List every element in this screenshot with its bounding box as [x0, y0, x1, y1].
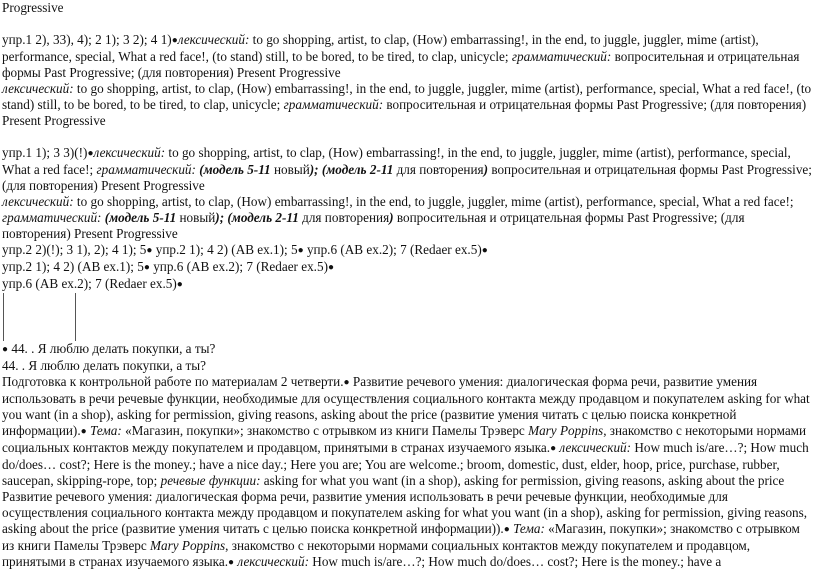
- model-close: );: [309, 162, 319, 177]
- bullet-icon: ●: [146, 245, 153, 256]
- bullet-icon: ●: [481, 245, 488, 256]
- exercise-text: упр.6 (AB ex.2); 7 (Redaer ex.5): [2, 276, 177, 291]
- lexical-label: лексический:: [2, 81, 74, 96]
- bullet-icon: ●: [327, 262, 335, 273]
- exercise-text: упр.6 (AB ex.2); 7 (Redaer ex.5): [303, 242, 482, 257]
- bullet-icon: ●: [80, 426, 87, 437]
- theme-text: , знакомство с некоторыми нормами социальных контактов между покупателем и продавцом, принятыми в странах изучаемого языка.: [2, 538, 751, 569]
- model-label: (модель 2-11: [318, 162, 394, 177]
- exercise-text: упр.2 1); 4 2) (AB ex.1); 5: [2, 259, 144, 274]
- exercise-text: упр.6 (AB ex.2); 7 (Redaer ex.5): [149, 259, 328, 274]
- lexical-label: лексический:: [93, 145, 166, 160]
- functions-label: речевые функции:: [157, 473, 261, 488]
- vertical-rule: [3, 293, 4, 341]
- review-intro: Подготовка к контрольной работе по материалам 2 четверти.: [2, 374, 344, 389]
- grammar-label: грамматический:: [96, 162, 196, 177]
- paragraph-lesson-3: [2, 145, 814, 194]
- book-title: Mary Poppins: [150, 538, 226, 553]
- model-label: (модель 2-11: [224, 210, 299, 225]
- bullet-icon: ●: [228, 557, 235, 568]
- bullet-icon: ●: [176, 279, 183, 290]
- lexical-text: to go shopping, artist, to clap, (How) embarrassing!, in the end, to juggle, juggler, mime (artist), performance, special, What a red face!, (to stand) still, to be bored, to be tired, to clap, unicycle;: [2, 32, 759, 64]
- exercise-line-1: [2, 242, 814, 259]
- bullet-icon: ●: [143, 262, 150, 273]
- paragraph-lesson-2: [2, 81, 814, 129]
- bullet-icon: ●: [2, 344, 9, 355]
- grammar-label: грамматический:: [283, 97, 384, 112]
- model-note: для повторения: [298, 210, 390, 225]
- lexical-text: to go shopping, artist, to clap, (How) embarrassing!, in the end, to juggle, juggler, mime (artist), performance, special, What a red face!;: [73, 194, 794, 209]
- speech-skill-text: Развитие речевого умения: диалогическая форма речи, развитие умения использовать в речи речевые функции, необходимые для осуществления социального контакта между продавцом и покупателем asking for what you want (in a shop), asking for permission, giving reasons, asking about the price (развитие умения читать с целью поиска конкретной информации)).: [2, 489, 808, 536]
- paragraph-lesson-4: [2, 194, 814, 242]
- grammar-label: грамматический:: [511, 49, 612, 64]
- model-close: ): [389, 210, 394, 225]
- theme-label: Тема:: [509, 521, 545, 536]
- lexical-label: лексический:: [2, 194, 74, 209]
- book-title: Mary Poppins: [528, 423, 604, 438]
- vertical-rule: [75, 293, 76, 341]
- paragraph-lesson-1: [2, 32, 814, 81]
- lexical-text: How much is/are…?; How much do/does… cost?; Here is the money.; have a nice day.; Here you are; You are welcome.; broom, domestic, dust, elder, hoop, price, purchase, rubber, saucepan, skipping-rope, top;: [2, 440, 809, 488]
- paragraph-speech: [2, 489, 814, 571]
- bullet-icon: ●: [297, 245, 304, 256]
- model-close: );: [215, 210, 225, 225]
- page-heading: Progressive: [2, 0, 64, 15]
- model-note: для повторения: [393, 162, 484, 177]
- bullet-icon: ●: [550, 443, 557, 454]
- exercise-text: упр.2 1); 4 2) (AB ex.1); 5: [152, 242, 298, 257]
- theme-text: «Магазин, покупки»; знакомство с отрывком из книги Памелы Трэверс: [121, 423, 529, 438]
- grammar-text: вопросительная и отрицательная формы Past Progressive; (для повторения) Present Progressive: [2, 97, 807, 128]
- table-border-remnant: [2, 293, 814, 341]
- speech-skill-text: Развитие речевого умения: диалогическая форма речи, развитие умения использовать в речи речевые функции, необходимые для осуществления социального контакта между продавцом и покупателем asking for what you want (in a shop), asking for permission, giving reasons, asking about the price (развитие умения читать с целью поиска конкретной информации).: [2, 374, 810, 438]
- lexical-text: to go shopping, artist, to clap, (How) embarrassing!, in the end, to juggle, juggler, mime (artist), performance, special, What a red face!, (to stand) still, to be bored, to be tired, to clap, unicycle;: [2, 81, 812, 112]
- grammar-text: вопросительная и отрицательная формы Past Progressive; (для повторения) Present Progressive: [2, 162, 812, 193]
- lexical-text: to go shopping, artist, to clap, (How) embarrassing!, in the end, to juggle, juggler, mime (artist), performance, special, What a red face!;: [2, 145, 791, 177]
- theme-label: Тема:: [86, 423, 122, 438]
- dialogue-line-bulleted: [2, 341, 814, 358]
- model-note: новый: [176, 210, 216, 225]
- exercise-refs: упр.1 2), 33), 4); 2 1); 3 2); 4 1): [2, 32, 172, 47]
- bullet-icon: ●: [503, 524, 510, 535]
- functions-text: asking for what you want (in a shop), asking for permission, giving reasons, asking about the price: [260, 473, 785, 488]
- exercise-text: упр.2 2)(!); 3 1), 2); 4 1); 5: [2, 242, 147, 257]
- exercise-refs: упр.1 1); 3 3)(!): [2, 145, 88, 160]
- dialogue-line: 44. . Я люблю делать покупки, а ты?: [2, 358, 206, 373]
- lexical-label: лексический:: [556, 440, 632, 455]
- model-note: новый: [270, 162, 310, 177]
- bullet-icon: ●: [343, 377, 350, 388]
- model-label: (модель 5-11: [195, 162, 271, 177]
- lexical-label: лексический:: [177, 32, 250, 47]
- lexical-text: How much is/are…?; How much do/does… cost?; Here is the money.; have a: [309, 554, 722, 569]
- model-close: ): [483, 162, 489, 177]
- lexical-label: лексический:: [234, 554, 309, 569]
- exercise-line-3: [2, 276, 814, 293]
- exercise-line-2: [2, 259, 814, 276]
- bullet-icon: ●: [171, 35, 178, 46]
- grammar-text: вопросительная и отрицательная формы Past Progressive; (для повторения) Present Progressive: [2, 210, 745, 241]
- grammar-text: вопросительная и отрицательная формы Past Progressive; (для повторения) Present Progressive: [2, 49, 800, 80]
- theme-text: «Магазин, покупки»; знакомство с отрывком из книги Памелы Трэверс: [2, 521, 800, 553]
- dialogue-text: 44. . Я люблю делать покупки, а ты?: [8, 341, 216, 356]
- grammar-label: грамматический:: [2, 210, 102, 225]
- bullet-icon: ●: [87, 148, 94, 159]
- model-label: (модель 5-11: [101, 210, 177, 225]
- paragraph-review: [2, 374, 814, 489]
- theme-text: , знакомство с некоторыми нормами социальных контактов между покупателем и продавцом, принятыми в странах изучаемого языка.: [2, 423, 807, 455]
